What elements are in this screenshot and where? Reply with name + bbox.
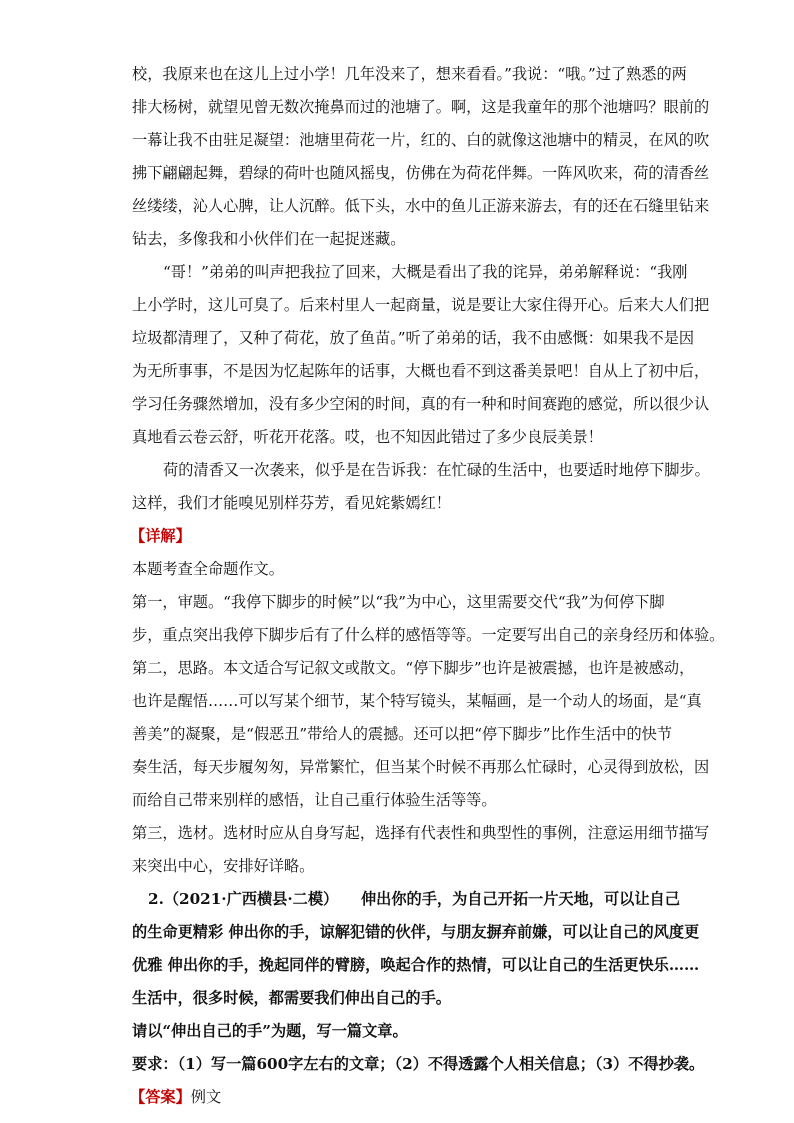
- analysis-line: 也许是醒悟……可以写某个细节，某个特写镜头，某幅画，是一个动人的场面，是“真: [132, 692, 702, 710]
- question-line: 要求：（1）写一篇600字左右的文章；（2）不得透露个人相关信息；（3）不得抄袭。: [132, 1055, 705, 1073]
- essay-line: 钻去，多像我和小伙伴们在一起捉迷藏。: [132, 230, 406, 248]
- question-line: 请以“伸出自己的手”为题，写一篇文章。: [132, 1022, 408, 1040]
- analysis-line: 步，重点突出我停下脚步后有了什么样的感悟等等。一定要写出自己的亲身经历和体验。: [132, 626, 725, 644]
- analysis-line: 而给自己带来别样的感悟，让自己重行体验生活等等。: [132, 791, 497, 809]
- question-line: 的生命更精彩 伸出你的手，谅解犯错的伙伴，与朋友摒弃前嫌，可以让自己的风度更: [132, 923, 700, 941]
- essay-line: 垃圾都清理了，又种了荷花，放了鱼苗。”听了弟弟的话，我不由感慨：如果我不是因: [132, 329, 695, 347]
- essay-line: 真地看云卷云舒，听花开花落。哎，也不知因此错过了多少良辰美景！: [132, 428, 603, 446]
- question-line: 生活中，很多时候，都需要我们伸出自己的手。: [132, 989, 451, 1007]
- detail-section-tag: 【详解】: [130, 527, 191, 545]
- analysis-line: 本题考查全命题作文。: [132, 560, 284, 578]
- analysis-line: 奏生活，每天步履匆匆，异常繁忙，但当某个时候不再那么忙碌时，心灵得到放松，因: [132, 758, 710, 776]
- essay-line: 这样，我们才能嗅见别样芬芳，看见姹紫嫣红！: [132, 494, 451, 512]
- essay-line: 荷的清香又一次袭来，似乎是在告诉我：在忙碌的生活中，也要适时地停下脚步。: [163, 461, 710, 479]
- essay-line: 学习任务骤然增加，没有多少空闲的时间，真的有一种和时间赛跑的感觉，所以很少认: [132, 395, 710, 413]
- question-line: 2.（2021·广西横县·二模） 伸出你的手，为自己开拓一片天地，可以让自己: [148, 890, 680, 908]
- analysis-line: 第二，思路。本文适合写记叙文或散文。“停下脚步”也许是被震撼，也许是被感动，: [132, 659, 695, 677]
- answer-text: 例文: [190, 1088, 222, 1106]
- analysis-line: 善美”的凝聚，是“假恶丑”带给人的震撼。还可以把“停下脚步”比作生活中的快节: [132, 725, 673, 743]
- essay-line: “哥！”弟弟的叫声把我拉了回来，大概是看出了我的诧异，弟弟解释说：“我刚: [163, 263, 688, 281]
- analysis-line: 来突出中心，安排好详略。: [132, 857, 315, 875]
- essay-line: 校，我原来也在这儿上过小学！几年没来了，想来看看。”我说：“哦。”过了熟悉的两: [132, 65, 687, 83]
- essay-line: 拂下翩翩起舞，碧绿的荷叶也随风摇曳，仿佛在为荷花伴舞。一阵风吹来，荷的清香丝: [132, 164, 710, 182]
- analysis-line: 第三，选材。选材时应从自身写起，选择有代表性和典型性的事例，注意运用细节描写: [132, 824, 710, 842]
- essay-line: 一幕让我不由驻足凝望：池塘里荷花一片，红的、白的就像这池塘中的精灵，在风的吹: [132, 131, 710, 149]
- essay-line: 排大杨树，就望见曾无数次掩鼻而过的池塘了。啊，这是我童年的那个池塘吗？眼前的: [132, 98, 710, 116]
- essay-line: 丝缕缕，沁人心脾，让人沉醉。低下头，水中的鱼儿正游来游去，有的还在石缝里钻来: [132, 197, 710, 215]
- question-line: 优雅 伸出你的手，挽起同伴的臂膀，唤起合作的热情，可以让自己的生活更快乐……: [132, 956, 700, 974]
- essay-line: 为无所事事，不是因为忆起陈年的话事，大概也看不到这番美景吧！自从上了初中后，: [132, 362, 710, 380]
- answer-section-tag: 【答案】: [130, 1088, 191, 1106]
- essay-line: 上小学时，这儿可臭了。后来村里人一起商量，说是要让大家住得开心。后来大人们把: [132, 296, 710, 314]
- analysis-line: 第一，审题。“我停下脚步的时候”以“我”为中心，这里需要交代“我”为何停下脚: [132, 593, 665, 611]
- answer-line: [130, 1087, 670, 1107]
